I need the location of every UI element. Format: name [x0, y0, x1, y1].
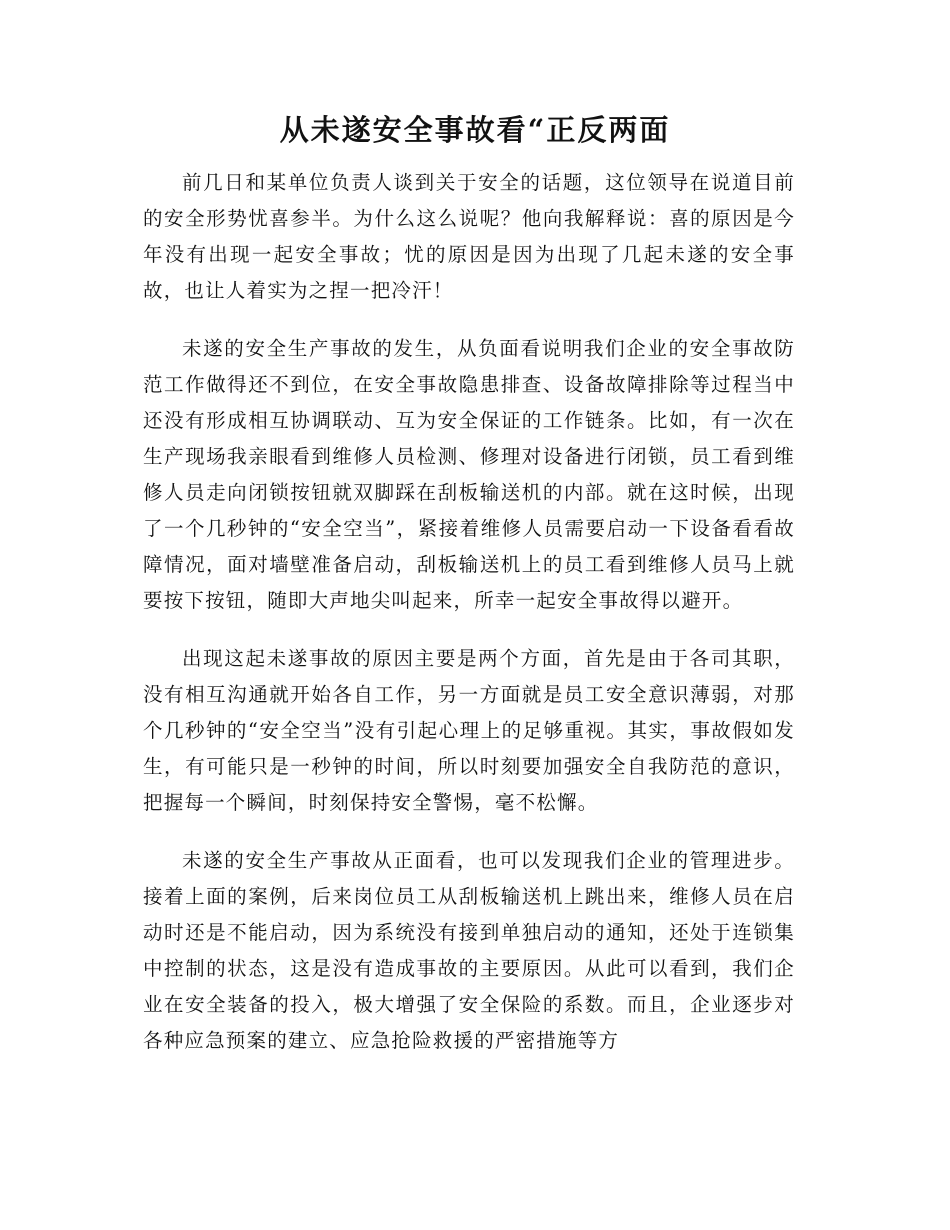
- paragraph-4: 未遂的安全生产事故从正面看，也可以发现我们企业的管理进步。接着上面的案例，后来岗位员工从刮板输送机上跳出来，维修人员在启动时还是不能启动，因为系统没有接到单独启动的通知，还处于连锁集中控制的状态，这是没有造成事故的主要原因。从此可以看到，我们企业在安全装备的投入，极大增强了安全保险的系数。而且，企业逐步对各种应急预案的建立、应急抢险救援的严密措施等方: [143, 849, 795, 1052]
- paragraph-3: 出现这起未遂事故的原因主要是两个方面，首先是由于各司其职，没有相互沟通就开始各自工作，另一方面就是员工安全意识薄弱，对那个几秒钟的“安全空当”没有引起心理上的足够重视。其实，事故假如发生，有可能只是一秒钟的时间，所以时刻要加强安全自我防范的意识，把握每一个瞬间，时刻保持安全警惕，毫不松懈。: [143, 647, 795, 814]
- document-title: 从未遂安全事故看“正反两面: [279, 113, 671, 147]
- paragraph-1: 前几日和某单位负责人谈到关于安全的话题，这位领导在说道目前的安全形势忧喜参半。为什么这么说呢？他向我解释说：喜的原因是今年没有出现一起安全事故；忧的原因是因为出现了几起未遂的安全事故，也让人着实为之捏一把冷汗！: [143, 171, 795, 302]
- document-body: [143, 165, 795, 1081]
- paragraph-2: 未遂的安全生产事故的发生，从负面看说明我们企业的安全事故防范工作做得还不到位，在安全事故隐患排查、设备故障排除等过程当中还没有形成相互协调联动、互为安全保证的工作链条。比如，有一次在生产现场我亲眼看到维修人员检测、修理对设备进行闭锁，员工看到维修人员走向闭锁按钮就双脚踩在刮板输送机的内部。就在这时候，出现了一个几秒钟的“安全空当”，紧接着维修人员需要启动一下设备看看故障情况，面对墙壁准备启动，刮板输送机上的员工看到维修人员马上就要按下按钮，随即大声地尖叫起来，所幸一起安全事故得以避开。: [143, 337, 795, 612]
